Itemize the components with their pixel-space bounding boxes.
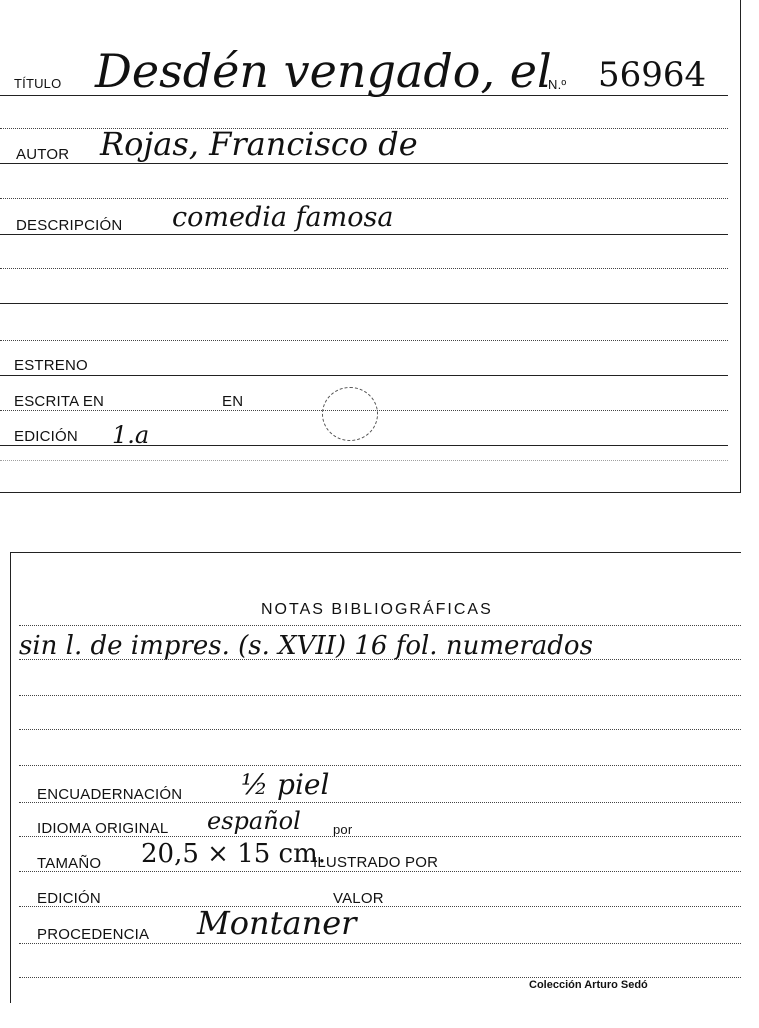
dotted-line bbox=[0, 340, 728, 341]
ruled-line bbox=[0, 445, 728, 446]
descripcion-label: DESCRIPCIÓN bbox=[16, 217, 123, 234]
dotted-line bbox=[0, 198, 728, 199]
collection-footer: Colección Arturo Sedó bbox=[529, 979, 648, 991]
dotted-line bbox=[19, 765, 741, 766]
notas-value: sin l. de impres. (s. XVII) 16 fol. numerados bbox=[19, 631, 593, 661]
notas-heading: NOTAS BIBLIOGRÁFICAS bbox=[261, 601, 493, 618]
numero-label: N.º bbox=[548, 77, 567, 92]
tamano-value: 20,5 × 15 cm. bbox=[141, 839, 327, 869]
titulo-value: Desdén vengado, el bbox=[95, 44, 552, 98]
ilustrado-label: ILUSTRADO POR bbox=[313, 854, 439, 871]
titulo-label: TÍTULO bbox=[14, 76, 62, 91]
idioma-value: español bbox=[207, 807, 301, 835]
catalog-card-back bbox=[10, 552, 741, 1003]
dotted-line bbox=[19, 977, 741, 978]
dotted-line bbox=[19, 695, 741, 696]
ruled-line bbox=[0, 303, 728, 304]
stamp-circle bbox=[322, 387, 378, 441]
autor-label: AUTOR bbox=[16, 146, 70, 163]
estreno-label: ESTRENO bbox=[14, 357, 88, 374]
ruled-line bbox=[0, 163, 728, 164]
dotted-line bbox=[0, 460, 728, 461]
numero-value: 56964 bbox=[598, 55, 707, 95]
dotted-line bbox=[19, 943, 741, 944]
idioma-label: IDIOMA ORIGINAL bbox=[37, 820, 169, 837]
dotted-line bbox=[0, 268, 728, 269]
dotted-line bbox=[19, 625, 741, 626]
catalog-card-front bbox=[0, 0, 741, 493]
encuadernacion-label: ENCUADERNACIÓN bbox=[37, 786, 183, 803]
en-label: EN bbox=[222, 393, 244, 410]
edicion-back-label: EDICIÓN bbox=[37, 890, 101, 907]
procedencia-label: PROCEDENCIA bbox=[37, 926, 150, 943]
encuadernacion-value: ½ piel bbox=[241, 768, 330, 801]
tamano-label: TAMAÑO bbox=[37, 855, 102, 872]
dotted-line bbox=[19, 871, 741, 872]
dotted-line bbox=[19, 729, 741, 730]
edicion-value: 1.a bbox=[112, 421, 150, 449]
autor-value: Rojas, Francisco de bbox=[100, 125, 418, 163]
descripcion-value: comedia famosa bbox=[172, 202, 394, 233]
ruled-line bbox=[0, 375, 728, 376]
procedencia-value: Montaner bbox=[197, 904, 357, 942]
edicion-label: EDICIÓN bbox=[14, 428, 78, 445]
ruled-line bbox=[0, 234, 728, 235]
por-label: por bbox=[333, 822, 353, 837]
valor-label: VALOR bbox=[333, 890, 384, 907]
escrita-en-label: ESCRITA EN bbox=[14, 393, 105, 410]
